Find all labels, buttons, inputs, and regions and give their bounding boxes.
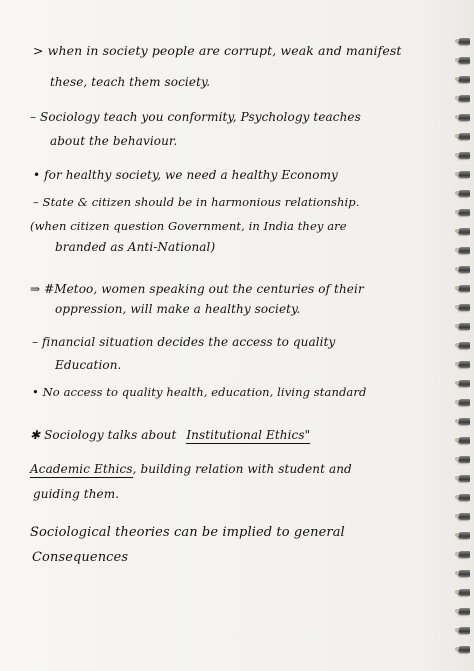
note-line-6: – State & citizen should be in harmonious relationship.	[33, 195, 360, 209]
binding-coil	[458, 266, 470, 273]
binding-coil	[458, 532, 470, 539]
binding-hole	[455, 191, 459, 195]
note-line-13: • No access to quality health, education, living standard	[32, 385, 367, 399]
binding-coil	[458, 152, 470, 159]
academic-ethics-text: Academic Ethics	[30, 462, 133, 476]
note-line-4: about the behaviour.	[50, 134, 178, 148]
binding-coil	[458, 589, 470, 596]
binding-hole	[455, 77, 459, 81]
binding-coil	[458, 380, 470, 387]
note-line-15-suffix: , building relation with student and	[132, 462, 352, 476]
binding-hole	[455, 590, 459, 594]
binding-coil	[458, 437, 470, 444]
binding-coil	[458, 38, 470, 45]
binding-coil	[458, 228, 470, 235]
binding-hole	[455, 267, 459, 271]
binding-coil	[458, 513, 470, 520]
institutional-ethics-text: Institutional Ethics"	[186, 428, 311, 442]
binding-hole	[455, 400, 459, 404]
binding-hole	[455, 628, 459, 632]
binding-hole	[455, 172, 459, 176]
note-line-17: Sociological theories can be implied to general	[30, 525, 345, 540]
binding-hole	[455, 115, 459, 119]
binding-coil	[458, 494, 470, 501]
binding-hole	[455, 438, 459, 442]
binding-coil	[458, 76, 470, 83]
note-line-7: (when citizen question Government, in India they are	[30, 219, 347, 233]
binding-coil	[458, 209, 470, 216]
note-line-11: – financial situation decides the access to quality	[32, 335, 336, 349]
note-line-12: Education.	[55, 358, 122, 372]
binding-hole	[455, 571, 459, 575]
note-line-3: – Sociology teach you conformity, Psychology teaches	[30, 110, 361, 124]
binding-hole	[455, 457, 459, 461]
binding-hole	[455, 229, 459, 233]
binding-coil	[458, 95, 470, 102]
binding-coil	[458, 285, 470, 292]
binding-hole	[455, 324, 459, 328]
binding-hole	[455, 647, 459, 651]
binding-coil	[458, 456, 470, 463]
binding-hole	[455, 476, 459, 480]
binding-hole	[455, 96, 459, 100]
note-line-18: Consequences	[32, 550, 129, 565]
binding-coil	[458, 342, 470, 349]
note-line-1: > when in society people are corrupt, weak and manifest	[33, 43, 402, 58]
binding-coil	[458, 133, 470, 140]
binding-hole	[455, 58, 459, 62]
binding-coil	[458, 304, 470, 311]
binding-coil	[458, 323, 470, 330]
binding-coil	[458, 608, 470, 615]
binding-hole	[455, 343, 459, 347]
binding-coil	[458, 57, 470, 64]
binding-hole	[455, 210, 459, 214]
binding-coil	[458, 627, 470, 634]
binding-hole	[455, 533, 459, 537]
binding-hole	[455, 419, 459, 423]
note-line-14-prefix: ✱ Sociology talks about	[30, 428, 177, 442]
binding-hole	[455, 39, 459, 43]
binding-hole	[455, 609, 459, 613]
note-line-8: branded as Anti-National)	[55, 240, 216, 254]
binding-hole	[455, 552, 459, 556]
binding-hole	[455, 495, 459, 499]
binding-hole	[455, 286, 459, 290]
spiral-binding	[452, 0, 474, 671]
note-line-14	[30, 428, 310, 442]
binding-hole	[455, 305, 459, 309]
note-line-9: ⇒ #Metoo, women speaking out the centuries of their	[30, 282, 364, 296]
binding-coil	[458, 171, 470, 178]
binding-coil	[458, 361, 470, 368]
binding-coil	[458, 570, 470, 577]
binding-hole	[455, 362, 459, 366]
binding-hole	[455, 381, 459, 385]
note-line-10: oppression, will make a healthy society.	[55, 302, 301, 316]
binding-hole	[455, 134, 459, 138]
note-line-16: guiding them.	[33, 487, 120, 501]
note-line-15	[30, 462, 352, 476]
binding-coil	[458, 646, 470, 653]
binding-coil	[458, 418, 470, 425]
binding-coil	[458, 190, 470, 197]
binding-coil	[458, 399, 470, 406]
binding-coil	[458, 114, 470, 121]
binding-hole	[455, 248, 459, 252]
binding-coil	[458, 551, 470, 558]
binding-hole	[455, 514, 459, 518]
binding-hole	[455, 153, 459, 157]
binding-coil	[458, 475, 470, 482]
note-line-2: these, teach them society.	[50, 75, 211, 89]
binding-coil	[458, 247, 470, 254]
note-line-5: • for healthy society, we need a healthy Economy	[33, 168, 338, 182]
